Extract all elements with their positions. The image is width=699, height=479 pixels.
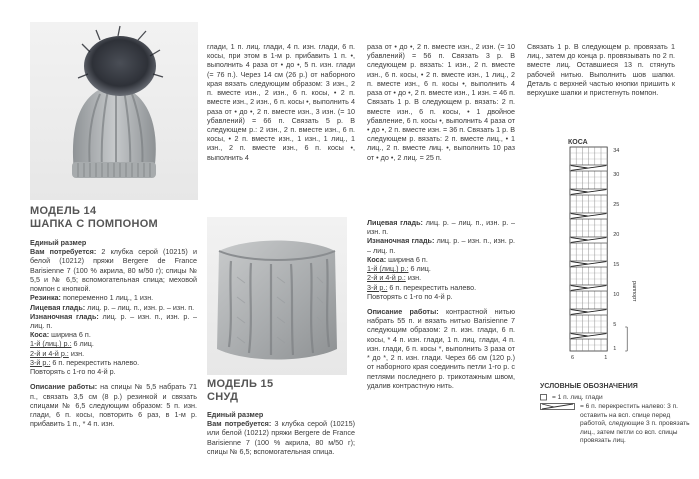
col-label: 1: [604, 355, 608, 361]
rib-stitch: Резинка: попеременно 1 лиц., 1 изн.: [30, 293, 154, 303]
work-description: Описание работы: на спицы № 5,5 набрать 71 п., связать 3,5 см (8 р.) резинкой и связать спицами № 6,5 следующим образом: 5 п. изн. глади, 6 п. косы, повторить 6 раз, в 1-м р. прибавить 1 п., * 4 п. изн.: [30, 382, 198, 429]
cable-row-3: 3-й р.: 6 п. перекрестить налево.: [30, 357, 140, 367]
cable-repeat: Повторять с 1-го по 4-й р.: [30, 367, 116, 377]
col3-text: раза от • до •, 2 п. вместе изн., 2 изн. (= 10 убавлений) = 56 п. Связать 3 р. В следующем р. вязать: 1 изн., 2 п. вместе изн., 6 п. косы, • 2 п. вместе изн., 1 лиц., 2 п. вместе изн., 6 п. косы •, выполнить 4 раза от • до •, 2 п. вместе изн., 1 изн. = 46 п. Связать 1 р. В следующем р. вязать: 2 п. вместе изн., 6 п. косы, • 1 двойное убавление, 6 п. косы •, выполнить 4 раза от • до •, 2 п. вместе изн. = 36 п. Связать 1 р. В следующем р. вязать: 2 п. вместе лиц., • 1 лиц., 2 п. вместе лиц. •, выполнить 10 раз от • до •, 2 лиц. = 25 п.: [367, 42, 515, 162]
model-15-row-1: 1-й (лиц.) р.: 6 лиц.: [367, 264, 431, 274]
row-number: 20: [613, 232, 620, 238]
legend-title: УСЛОВНЫЕ ОБОЗНАЧЕНИЯ: [540, 383, 638, 390]
col2-text: глади, 1 п. лиц. глади, 4 п. изн. глади, 6 п. косы, при этом в 1-м р. прибавить 1 п. •, выполнить 4 раза от • до •, 5 п. изн. глади (= 76 п.). Через 14 см (26 р.) от наборного края вязать следующим образом: 3 изн., 2 п. вместе изн., 2 изн., 6 п. косы, • 2 п. вместе изн., 2 изн., 6 п. косы •, выполнить 4 раза от • до •, 2 п. вместе изн., 3 изн. (= 10 убавлений) = 66 п. Связать 5 р. В следующем р.: 2 изн., 2 п. вместе изн., 6 п. косы, • 2 п. вместе изн., 1 изн., 1 лиц., 1 изн., 2 п. вместе изн., 6 п. косы •, выполнить 4: [207, 42, 355, 162]
materials: Вам потребуется: 2 клубка серой (10215) и белой (10212) пряжи Bergere de France Barisienne 7 (100 % акрила, 80 м/50 г); спицы № 5,5 и № 6,5; вспомогательная спица; меховой помпон с кнопкой.: [30, 247, 198, 294]
col-label: 6: [571, 355, 575, 361]
model-15-rev: Изнаночная гладь: лиц. р. – изн. п., изн. р. – лиц. п.: [367, 236, 515, 255]
model-15-row-3: 3-й р.: 6 п. перекрестить налево.: [367, 282, 477, 292]
legend: [540, 383, 690, 446]
cable-row-2-4: 2-й и 4-й р.: изн.: [30, 348, 85, 358]
model-14-finishing: [527, 42, 675, 97]
model-15-description: Описание работы: контрастной нитью набрать 55 п. и вязать нитью Barisienne 7 следующим образом: 2 п. изн. глади, 6 п. косы, * 4 п. изн. глади, 1 п. лиц. глади, 4 п. изн. глади, 6 п. косы *, выполнить 3 раза от * до *, 2 п. изн. глади. Через 66 см (120 р.) от наборного края соединить петли 1-го р. с петлями последнего р. трикотажным швом, удалив контрастную нить.: [367, 306, 516, 390]
rapport-label: раппорт: [631, 281, 638, 302]
pattern-title: КОСА: [568, 139, 588, 146]
model-14-name: ШАПКА С ПОМПОНОМ: [30, 217, 159, 230]
model-15-needs: Вам потребуется: 3 клубка серой (10215) или белой (10212) пряжи Bergere de France Barisienne 7 (100 % акрила, 80 м/50 г); спицы № 6,5; вспомогательная спица.: [207, 419, 355, 456]
size-heading: Единый размер: [30, 238, 87, 247]
knit-square-icon: [540, 394, 548, 401]
model-15-cable: Коса: ширина 6 п.: [367, 254, 428, 264]
snood-photo: [207, 217, 347, 375]
row-number: 25: [613, 202, 620, 208]
model-15-instructions: [367, 218, 515, 390]
cable-chart: [560, 143, 685, 368]
stockinette: Лицевая гладь: лиц. р. – лиц. п., изн. р. – изн. п.: [30, 302, 195, 312]
model-15-label: МОДЕЛЬ 15: [207, 378, 274, 390]
model-14-instructions-cont-2: [367, 42, 515, 162]
row-number: 30: [613, 172, 620, 178]
model-15-repeat: Повторять с 1-го по 4-й р.: [367, 291, 453, 301]
snood-illustration: [207, 217, 347, 375]
row-number: 15: [613, 262, 620, 268]
row-number: 5: [613, 322, 617, 328]
cable: Коса: ширина 6 п.: [30, 330, 91, 340]
reverse-stockinette: Изнаночная гладь: лиц. р. – изн. п., изн. р. – лиц. п.: [30, 311, 197, 330]
hat-illustration: [30, 22, 198, 200]
row-number: 1: [613, 346, 617, 352]
model-15-materials: [207, 410, 355, 456]
model-15-name: СНУД: [207, 390, 239, 403]
model-15-size-heading: Единый размер: [207, 410, 264, 419]
row-number: 34: [613, 148, 620, 154]
model-14-label: МОДЕЛЬ 14: [30, 205, 97, 217]
cable-row-1: 1-й (лиц.) р.: 6 лиц.: [30, 339, 94, 349]
model-15-row-2-4: 2-й и 4-й р.: изн.: [367, 273, 422, 283]
hat-photo: [30, 22, 198, 200]
model-15-st: Лицевая гладь: лиц. р. – лиц. п., изн. р. – изн. п.: [367, 218, 515, 237]
col4-text: Связать 1 р. В следующем р. провязать 1 лиц., затем до конца р. провязывать по 2 п. вместе лиц. Оставшиеся 13 п. стянуть рабочей нитью. Выполнить шов шапки. Деталь с верхней частью кнопки пришить к верхушке шапки и пристегнуть помпон.: [527, 42, 675, 98]
cable-cross-icon: [540, 403, 576, 411]
model-14-instructions-cont: [207, 42, 355, 162]
legend-item-cable: = 6 п. перекрестить налево: 3 п. оставить на всп. спице перед работой, следующие 3 п. провязать лиц., затем петли со всп. спицы провязать лиц.: [540, 403, 690, 445]
model-14-title: [30, 205, 158, 230]
model-14-instructions: [30, 238, 197, 428]
row-number: 10: [613, 292, 620, 298]
model-15-title: [207, 378, 273, 403]
legend-item-knit: = 1 п. лиц. глади: [540, 394, 690, 402]
